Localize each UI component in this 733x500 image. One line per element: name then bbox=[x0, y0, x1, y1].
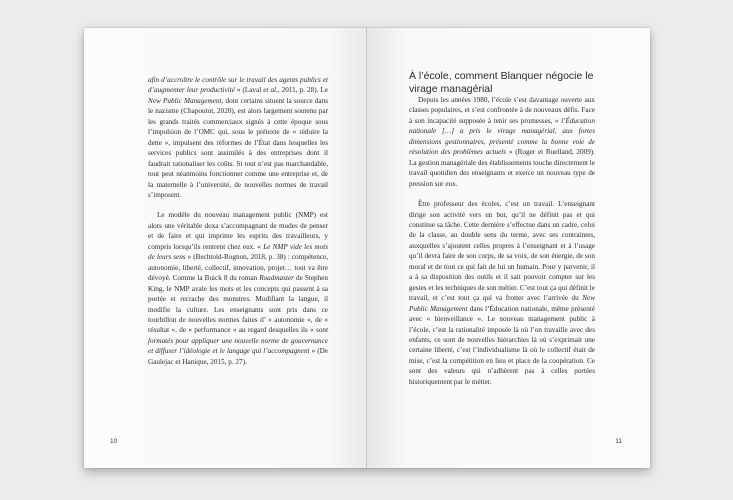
quote-text: l’Éducation nationale […] a pris le virage managérial, aux fortes dimensions gestionnaires, présenté comme la bonne voie de résolution des problèmes actuels bbox=[409, 116, 595, 157]
quote-text: afin d’accroître le contrôle sur le travail des agents publics et d’augmenter leur productivité bbox=[148, 76, 328, 95]
right-paragraph-2: Être professeur des écoles, c’est un travail. L’enseignant dirige son activité vers un but, qu’il ne définit pas et qui constitue sa tâche. Cette dernière s’effectue dans un cadre, celui de la classe, au double sens du terme, avec ses contraintes, auxquelles s’ajoutent celles propres à l’enseignant et à l’usage qu’il devra faire de son corps, de sa voix, de son énergie, de son moral et de tout ce qui fait de lui un humain. Pour y parvenir, il a à sa disposition des outils et il sait pouvoir compter sur les gestes et les techniques de son métier. C’est tout ça qui définit le travail, et c’est tout ça qui va frotter avec l’arrivée du New Public Management dans l’Éducation nationale, même présenté avec « bienveillance ». Le nouveau management public à l’école, c’est la rationalité imposée là où l’on travaille avec des enfants, ce sont de nouvelles hiérarchies là où s’exprimait une certaine liberté, c’est l’individualisme là où le collectif était de mise, c’est la compétition en lieu et place de la coopération. Ce sont des valeurs qui n’adhèrent pas à celles portées historiquement par le métier. bbox=[409, 200, 595, 386]
right-page bbox=[367, 28, 650, 468]
quote-text: Le NMP vide les mots de leurs sens bbox=[148, 242, 329, 262]
right-page-body bbox=[409, 95, 595, 387]
page-number: 11 bbox=[615, 438, 622, 445]
book-spread bbox=[84, 28, 650, 468]
page-number: 10 bbox=[110, 438, 118, 445]
right-paragraph-1: Depuis les années 1980, l’école s’est davantage ouverte aux classes populaires, et s’est confrontée à de nouveaux défis. Face à son incapacité supposée à tenir ses promesses, « l’Éducation nationale […] a pris le virage managérial, aux fortes dimensions gestionnaires, présenté comme la bonne voie de résolution des problèmes actuels » (Roger et Ruelland, 2009). La gestion managériale des établissements touche directement le travail quotidien des enseignants et exerce un nouveau type de pression sur eux. bbox=[409, 96, 595, 188]
left-paragraph-2: Le modèle du nouveau management public (NMP) est alors une véritable doxa s’accompagnant de modes de penser et de faire et qui imprime les esprits des travailleurs, y compris lorsqu’ils rentrent chez eux. « Le NMP vide les mots de leurs sens » (Bechtold-Rognon, 2018, p. 38) : compétence, autonomie, liberté, collectif, innovation, projet… tout va être dévoyé. Comme la Buick 8 du roman Roadmaster de Stephen King, le NMP avale les mots et les concepts qui passent à sa portée et recrache des monstres. Modifiant la langue, il modifie la culture. Les enseignants sont pris dans ce tourbillon de nouvelles normes faites d’ « autonomie », de « résultat », de « performance » au regard desquelles ils « sont formatés pour appliquer une nouvelle norme de gouvernance et diffuser l’idéologie et le langage qui l’accompagnent » (De Gaulejac et Hanique, 2015, p. 27). bbox=[148, 211, 329, 366]
left-paragraph-1: afin d’accroître le contrôle sur le travail des agents publics et d’augmenter leur productivité » (Laval et al., 2011, p. 28). Le New Public Management, dont certains situent la source dans le nazisme (Chapoutot, 2020), est alors largement soutenu par les grands traités commerciaux signés à cette époque sous l’impulsion de l’OMC qui, sous le prétexte de « réduire la dette », impulsent des réformes de l’État dans lesquelles les services publics sont assimilés à des entreprises dont il faudrait rationaliser les coûts. Si tout n’est pas marchandable, tout peut néanmoins fonctionner comme une entreprise et, de la maternelle à l’université, de nouvelles normes de travail s’imposent. bbox=[148, 76, 328, 199]
quote-text: sont formatés pour appliquer une nouvelle norme de gouvernance et diffuser l’idéologie et le langage qui l’accompagnent bbox=[148, 326, 328, 356]
left-page bbox=[84, 28, 367, 468]
left-page-body bbox=[148, 75, 328, 367]
section-heading: À l’école, comment Blanquer négocie le virage managérial bbox=[409, 70, 594, 95]
